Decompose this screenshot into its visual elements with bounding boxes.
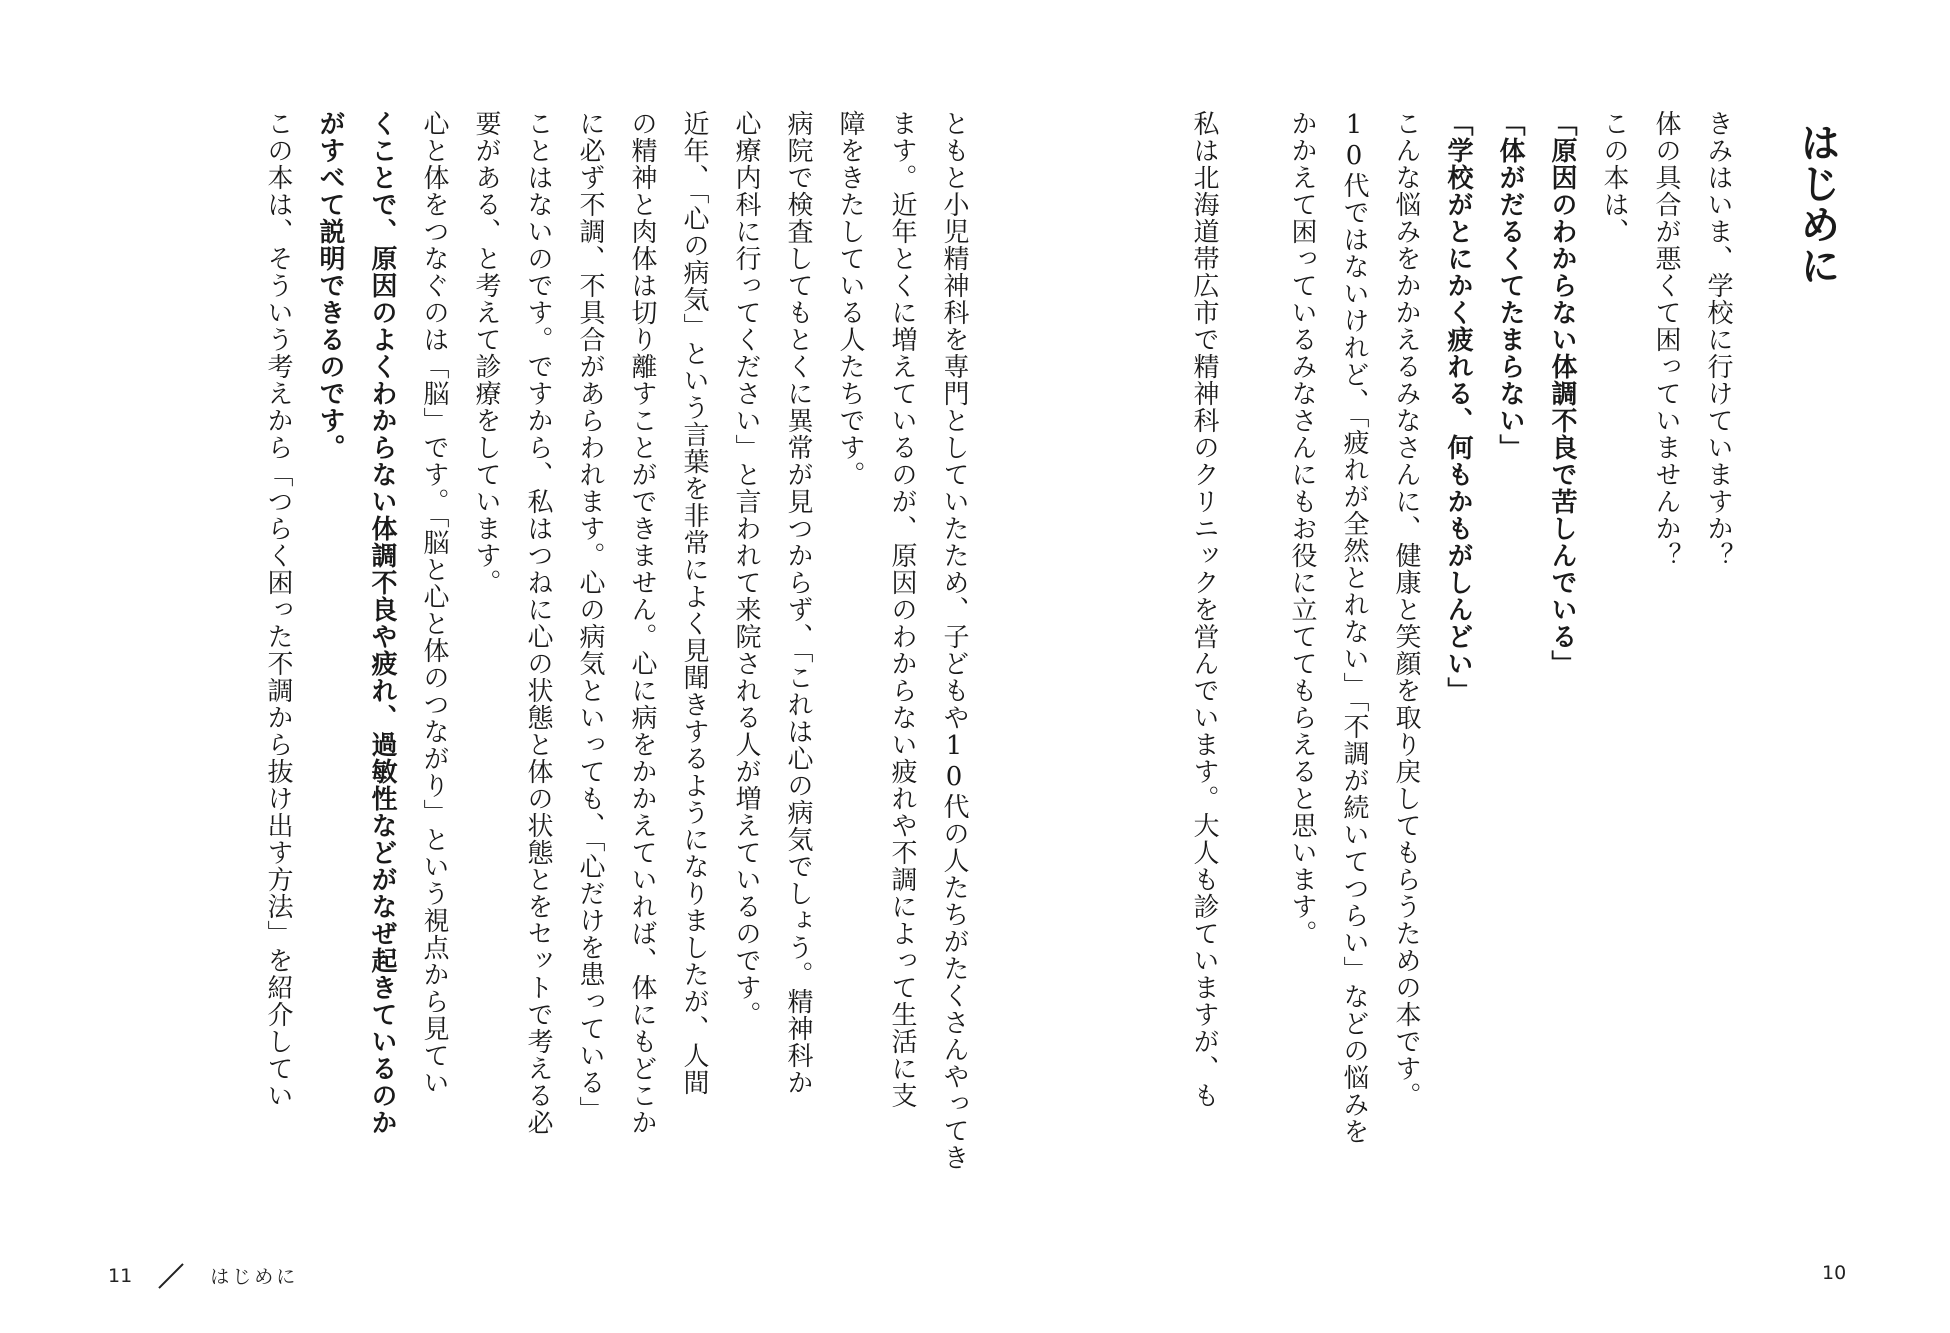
running-head: はじめに [210, 1266, 299, 1288]
text-line: 近年、「心の病気」という言葉を非常によく見聞きするようになりましたが、人間 [679, 110, 709, 1096]
text-line: かかえて困っているみなさんにもお役に立ててもらえると思います。 [1287, 110, 1317, 947]
text-line: に必ず不調、不具合があらわれます。心の病気といっても、「心だけを患っている」 [575, 110, 605, 1123]
text-line: 心療内科に行ってください」と言われて来院される人が増えているのです。 [731, 110, 761, 1028]
emphasis-line: 「学校がとにかく疲れる、何もかもがしんどい」 [1443, 110, 1473, 704]
emphasis-line: 「体がだるくてたまらない」 [1495, 110, 1525, 461]
text-line: 10代ではないけれど、「疲れが全然とれない」「不調が続いてつらい」などの悩みを [1339, 110, 1369, 1145]
text-line: の精神と肉体は切り離すことができません。心に病をかかえていれば、体にもどこか [627, 110, 657, 1136]
text-line: きみはいま、学校に行けていますか？ [1703, 110, 1733, 569]
emphasis-line: がすべて説明できるのです。 [315, 110, 345, 461]
paragraph-gap [1230, 110, 1276, 1230]
text-line: ともと小児精神科を専門としていたため、子どもや10代の人たちがたくさんやってき [939, 110, 969, 1171]
page-number-right: 10 [1822, 1262, 1847, 1284]
chapter-title: はじめに [1794, 122, 1840, 286]
text-line: ことはないのです。ですから、私はつねに心の状態と体の状態とをセットで考える必 [523, 110, 553, 1136]
right-page [980, 110, 1860, 1230]
text-line: この本は、そういう考えから「つらく困った不調から抜け出す方法」を紹介してい [263, 110, 293, 1109]
text-line: こんな悩みをかかえるみなさんに、健康と笑顔を取り戻してもらうための本です。 [1391, 110, 1421, 1109]
emphasis-line: くことで、原因のよくわからない体調不良や疲れ、過敏性などがなぜ起きているのか [367, 110, 397, 1136]
text-line: この本は、 [1599, 110, 1629, 245]
text-line: ます。近年とくに増えているのが、原因のわからない疲れや不調によって生活に支 [887, 110, 917, 1109]
text-line: 心と体をつなぐのは「脳」です。「脳と心と体のつながり」という視点から見てい [419, 110, 449, 1096]
slash-divider [158, 1263, 183, 1288]
left-page [100, 110, 980, 1230]
emphasis-line: 「原因のわからない体調不良で苦しんでいる」 [1547, 110, 1577, 677]
page-number-left: 11 [108, 1264, 133, 1287]
text-line: 体の具合が悪くて困っていませんか？ [1651, 110, 1681, 569]
text-line: 要がある、と考えて診療をしています。 [471, 110, 501, 596]
text-line: 私は北海道帯広市で精神科のクリニックを営んでいます。大人も診ていますが、も [1189, 110, 1219, 1109]
text-line: 病院で検査してもとくに異常が見つからず、「これは心の病気でしょう。精神科か [783, 110, 813, 1096]
text-line: 障をきたしている人たちです。 [835, 110, 865, 488]
left-folio [108, 1262, 298, 1289]
